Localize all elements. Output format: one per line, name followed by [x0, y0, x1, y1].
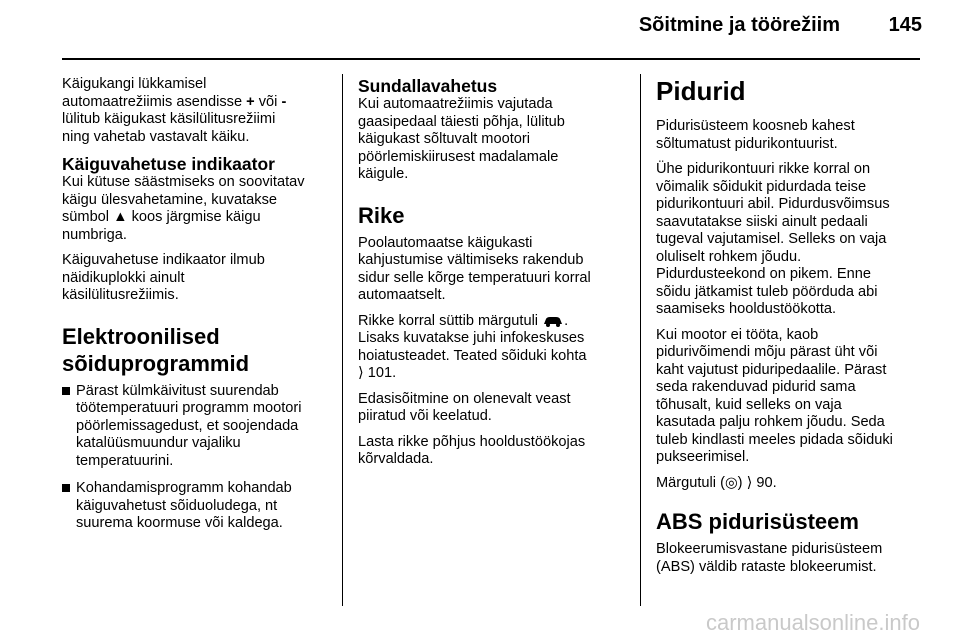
indicator-paragraph-2: Käiguvahetuse indikaator ilmub näidikuplokki ainult käsilülitusrežiimis. — [62, 252, 265, 303]
column-1 — [62, 76, 330, 543]
column-3 — [656, 76, 922, 584]
abs-paragraph: Blokeerumisvastane pidurisüsteem (ABS) väldib rataste blokeerumist. — [656, 541, 883, 575]
fault-paragraph-2: Rikke korral süttib märgutuli . Lisaks kuvatakse juhi infokeskuses hoiatusteadet. Teated sõiduki kohta ⟩ 101. — [358, 312, 587, 381]
column-divider — [640, 74, 641, 606]
section-heading-abs: ABS pidurisüsteem — [656, 509, 859, 534]
list-item: Kohandamisprogramm kohandab käiguvahetust sõiduoludega, nt suurema koormuse või kaldega. — [62, 480, 330, 533]
plus-symbol: + — [246, 93, 255, 110]
minus-symbol: - — [281, 93, 287, 110]
indicator-paragraph-1: Kui kütuse säästmiseks on soovitatav käigu ülesvahetamine, kuvatakse sümbol ▲ koos järgmise käigu numbriga. — [62, 174, 305, 243]
section-heading-fault: Rike — [358, 202, 405, 228]
brakes-paragraph-4: Märgutuli (◎) ⟩ 90. — [656, 474, 777, 491]
fault-paragraph-4: Lasta rikke põhjus hooldustöökojas kõrvaldada. — [358, 433, 586, 467]
kickdown-paragraph: Kui automaatrežiimis vajutada gaasipedaal täiesti põhja, lülitub käigukast sõltuvalt mootori pöörlemiskiirusest madalamale käigule. — [358, 96, 565, 182]
triangle-up-icon: ▲ — [113, 209, 128, 225]
brakes-paragraph-2: Ühe pidurikontuuri rikke korral on võimalik sõidukit pidurdada teise pidurikontuuri abil. Pidurdusvõimsus saavutatakse siiski ainult pedaali tugeval vajutamisel. Selleks on vaja oluliselt rohkem jõudu. Pidurdusteekond on pikem. Enne sõidu jätkamist tuleb pöörduda abi saamiseks hooldustöökotta. — [656, 161, 890, 317]
page-number: 145 — [888, 14, 922, 36]
column-2 — [358, 76, 616, 477]
list-item: Pärast külmkäivitust suurendab töötemperatuuri programm mootori pöörlemissagedust, et soojendada katalüüsmuundur vajaliku temperatuurini. — [62, 383, 330, 471]
brake-warning-icon: (◎) — [720, 474, 743, 491]
section-heading-kickdown: Sundallavahetus — [358, 76, 498, 96]
page-reference-icon: ⟩ — [746, 474, 753, 491]
header-rule — [62, 58, 920, 60]
fault-paragraph-3: Edasisõitmine on olenevalt veast piiratud või keelatud. — [358, 390, 571, 424]
brakes-paragraph-3: Kui mootor ei tööta, kaob pidurivõimendi mõju pärast üht või kaht vajutust piduripedaalile. Pärast seda rakenduvad pidurid sama tõhusalt, kuid selleks on vaja kasutada palju rohkem jõudu. Seda tuleb kindlasti meeles pidada sõiduki pukseerimisel. — [656, 326, 893, 465]
page-reference-icon: ⟩ — [358, 365, 364, 381]
section-heading-indicator: Käiguvahetuse indikaator — [62, 154, 275, 174]
gear-shift-paragraph: Käigukangi lükkamisel automaatrežiimis asendisse + või - lülitub käigukast käsilülitusrežiimi ning vahetab vastavalt käiku. — [62, 76, 287, 145]
page-reference-link[interactable]: 90. — [756, 474, 777, 491]
watermark: carmanualsonline.info — [705, 610, 920, 635]
fault-paragraph-1: Poolautomaatse käigukasti kahjustumise vältimiseks rakendub sidur selle kõrge temperatuuri korral automaatselt. — [358, 234, 591, 303]
car-warning-icon — [542, 313, 564, 331]
section-heading-programs: Elektroonilised sõiduprogrammid — [62, 323, 250, 376]
section-heading-brakes: Pidurid — [656, 76, 746, 106]
running-head-title: Sõitmine ja töörežiim — [638, 14, 840, 36]
brakes-paragraph-1: Pidurisüsteem koosneb kahest sõltumatust pidurikontuurist. — [656, 118, 855, 152]
column-divider — [342, 74, 343, 606]
page-reference-link[interactable]: 101. — [367, 365, 397, 381]
